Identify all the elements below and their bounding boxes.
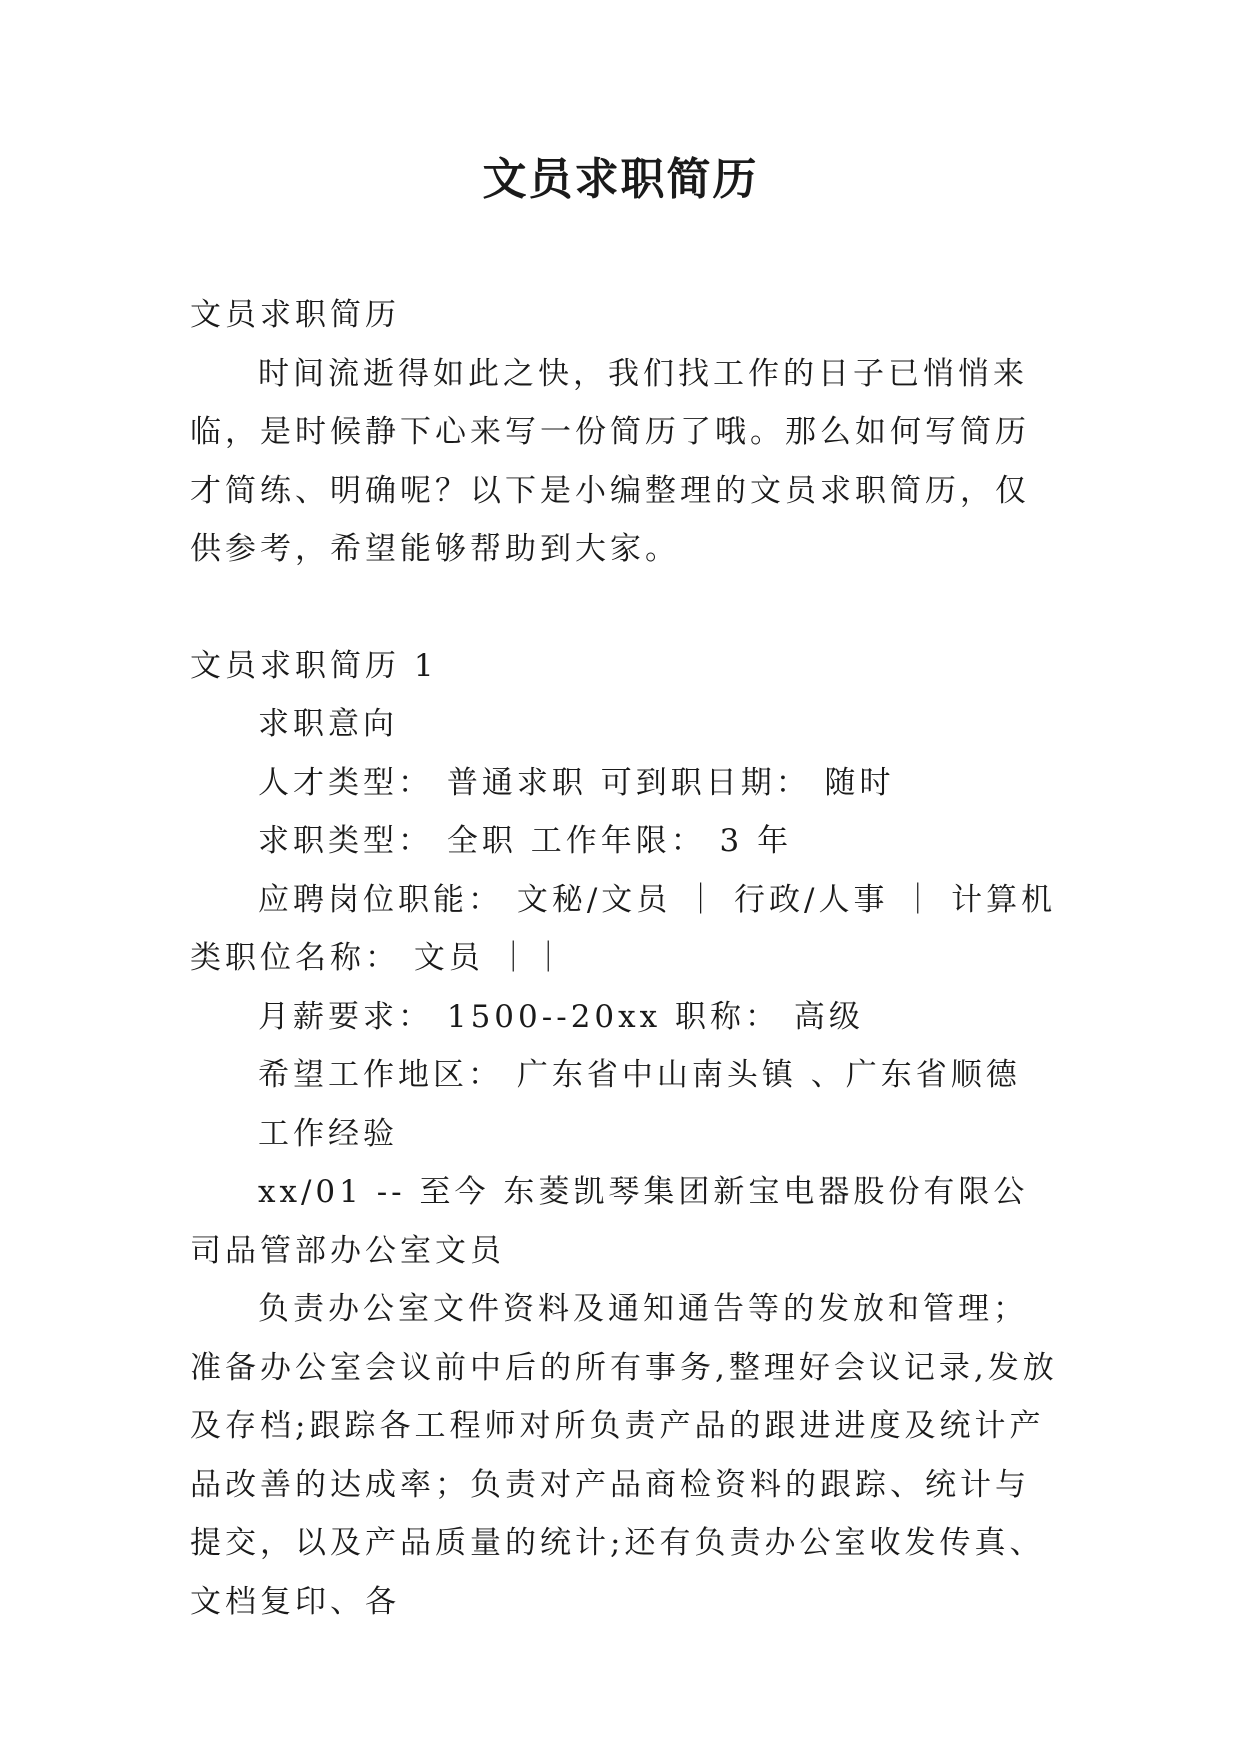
duties-paragraph: 负责办公室文件资料及通知通告等的发放和管理；准备办公室会议前中后的所有事务,整理好会议记录,发放及存档;跟踪各工程师对所负责产品的跟进进度及统计产品改善的达成率；负责对产品商检资料的跟踪、统计与提交，以及产品质量的统计;还有负责办公室收发传真、文档复印、各	[190, 1291, 1058, 1620]
document-body	[190, 286, 1060, 1631]
location-line: 希望工作地区： 广东省中山南头镇 、广东省顺德	[258, 1057, 1021, 1093]
job-intent-heading: 求职意向	[258, 706, 398, 742]
resume-heading: 文员求职简历 1	[190, 647, 438, 684]
section-heading: 文员求职简历	[190, 297, 400, 333]
intro-paragraph: 时间流逝得如此之快，我们找工作的日子已悄悄来临，是时候静下心来写一份简历了哦。那么如何写简历才简练、明确呢？以下是小编整理的文员求职简历，仅供参考，希望能够帮助到大家。	[190, 355, 1030, 567]
experience-line: xx/01 -- 至今 东菱凯琴集团新宝电器股份有限公司品管部办公室文员	[190, 1174, 1029, 1269]
paragraph-gap	[190, 579, 1060, 637]
position-function-line: 应聘岗位职能： 文秘/文员 ｜ 行政/人事 ｜ 计算机类职位名称： 文员 ｜｜	[190, 881, 1057, 976]
salary-line: 月薪要求： 1500--20xx 职称： 高级	[258, 998, 864, 1035]
talent-type-line: 人才类型： 普通求职 可到职日期： 随时	[258, 764, 895, 801]
job-type-line: 求职类型： 全职 工作年限： 3 年	[258, 823, 793, 859]
document-title: 文员求职简历	[482, 154, 759, 205]
work-experience-heading: 工作经验	[258, 1115, 398, 1152]
